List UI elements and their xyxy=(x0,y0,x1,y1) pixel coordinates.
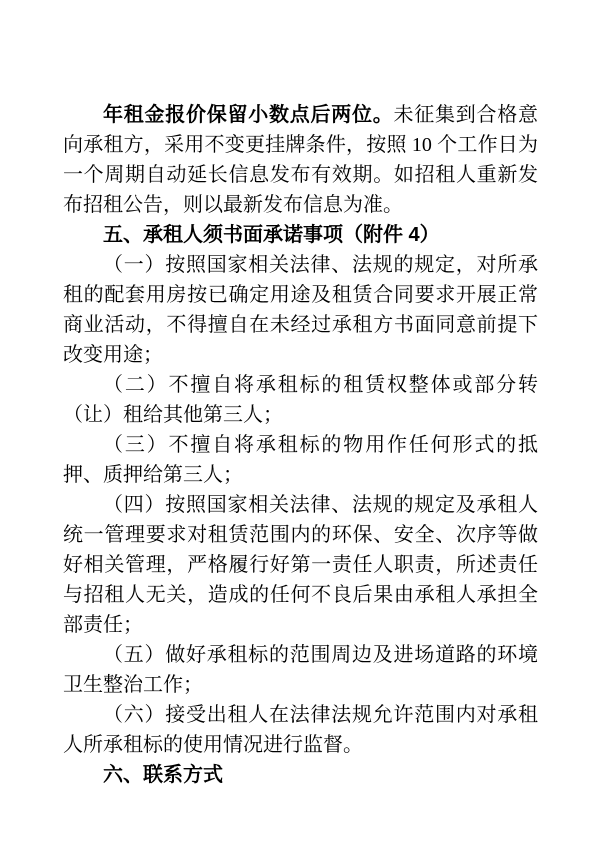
section5-item-3: （三）不擅自将承租标的物用作任何形式的抵押、质押给第三人； xyxy=(63,434,538,486)
intro-paragraph xyxy=(63,100,538,220)
intro-text: 未征集到合格意向承租方，采用不变更挂牌条件，按照 10 个工作日为一个周期自动延长信息发布有效期。如招租人重新发布招租公告，则以最新发布信息为准。 xyxy=(63,104,538,216)
section5-item-5: （五）做好承租标的范围周边及进场道路的环境卫生整治工作； xyxy=(63,644,538,696)
intro-lead-bold: 年租金报价保留小数点后两位。 xyxy=(103,104,394,126)
document-body xyxy=(63,100,538,790)
section5-item-6: （六）接受出租人在法律法规允许范围内对承租人所承租标的使用情况进行监督。 xyxy=(63,704,538,756)
section5-heading: 五、承租人须书面承诺事项（附件 4） xyxy=(103,224,440,246)
section5-item-2: （二）不擅自将承租标的租赁权整体或部分转（让）租给其他第三人； xyxy=(63,374,538,426)
section6-heading: 六、联系方式 xyxy=(103,764,223,786)
section5-item-4: （四）按照国家相关法律、法规的规定及承租人统一管理要求对租赁范围内的环保、安全、次序等做好相关管理，严格履行好第一责任人职责，所述责任与招租人无关，造成的任何不良后果由承租人承担全部责任； xyxy=(63,494,538,636)
section5-item-1: （一）按照国家相关法律、法规的规定，对所承租的配套用房按已确定用途及租赁合同要求开展正常商业活动，不得擅自在未经过承租方书面同意前提下改变用途； xyxy=(63,254,538,366)
